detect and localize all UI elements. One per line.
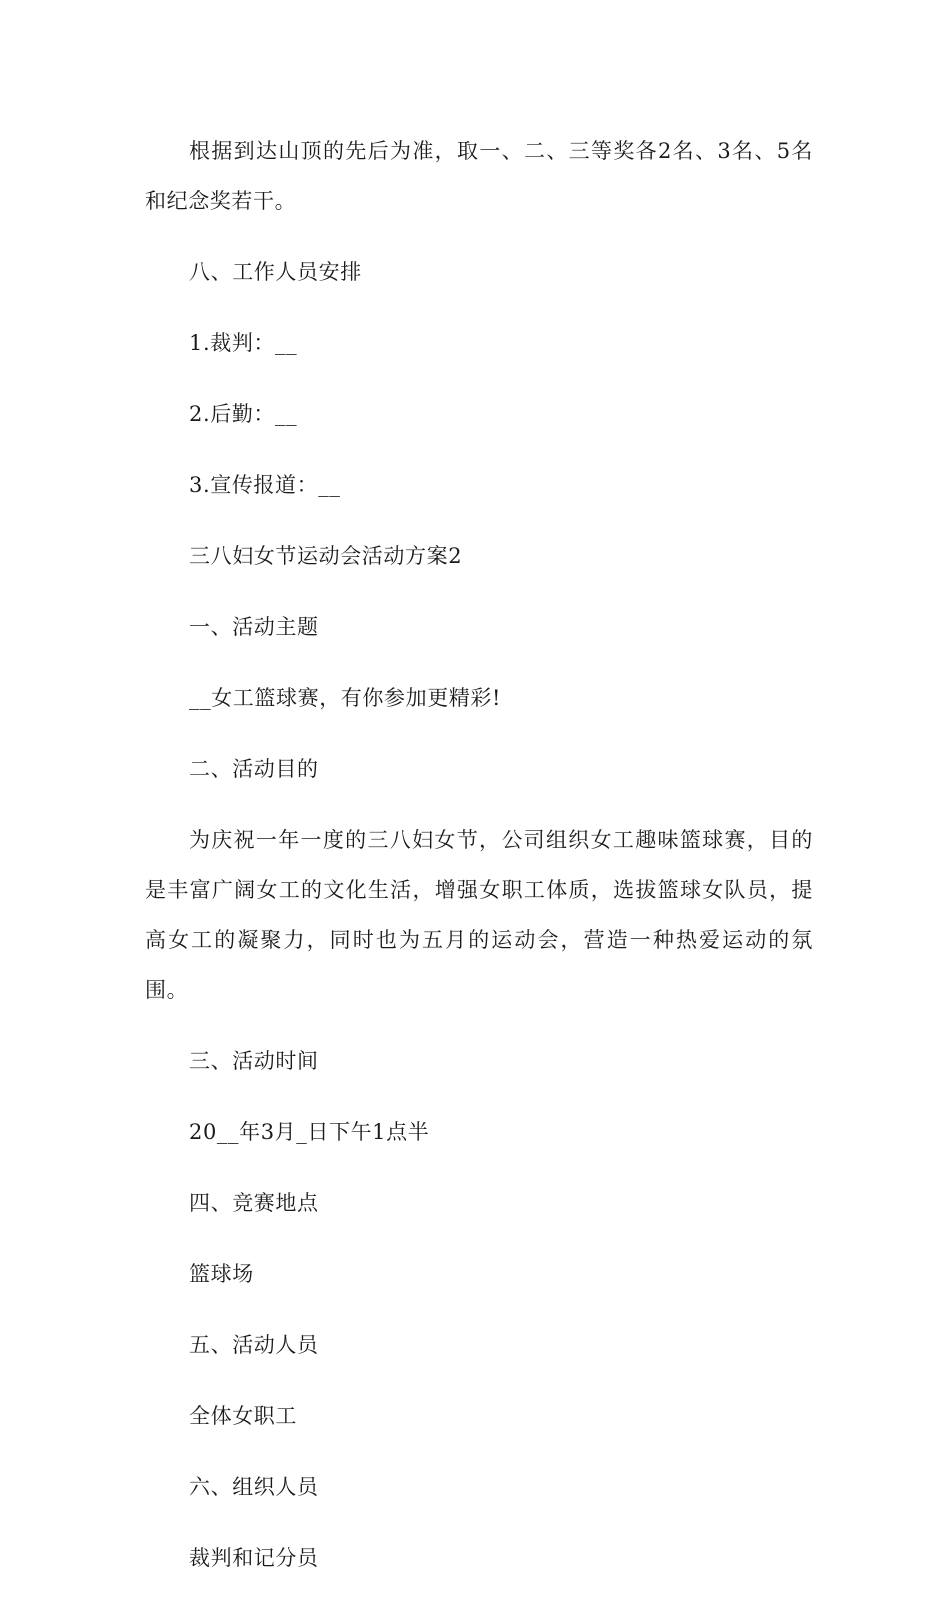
paragraph-time: 20__年3月_日下午1点半 [189, 1120, 430, 1144]
paragraph-logistics: 2.后勤：__ [189, 402, 298, 426]
paragraph-theme: __女工篮球赛，有你参加更精彩! [189, 686, 502, 710]
paragraph-referee: 1.裁判：__ [189, 331, 298, 355]
heading-plan-2: 三八妇女节运动会活动方案2 [189, 544, 463, 568]
paragraph-award-rule: 根据到达山顶的先后为准，取一、二、三等奖各2名、3名、5名和纪念奖若干。 [145, 139, 813, 213]
heading-staff-arrangement: 八、工作人员安排 [189, 260, 362, 284]
paragraph-publicity: 3.宣传报道：__ [189, 473, 341, 497]
heading-venue: 四、竞赛地点 [189, 1191, 319, 1215]
heading-time: 三、活动时间 [189, 1049, 319, 1073]
document-body [145, 126, 813, 1604]
heading-participants: 五、活动人员 [189, 1333, 319, 1357]
heading-purpose: 二、活动目的 [189, 757, 319, 781]
paragraph-venue: 篮球场 [189, 1262, 254, 1286]
heading-theme: 一、活动主题 [189, 615, 319, 639]
paragraph-organizers: 裁判和记分员 [189, 1546, 319, 1570]
paragraph-purpose: 为庆祝一年一度的三八妇女节，公司组织女工趣味篮球赛，目的是丰富广阔女工的文化生活，增强女职工体质，选拔篮球女队员，提高女工的凝聚力，同时也为五月的运动会，营造一种热爱运动的氛围。 [145, 828, 813, 1002]
heading-organizers: 六、组织人员 [189, 1475, 319, 1499]
paragraph-participants: 全体女职工 [189, 1404, 297, 1428]
